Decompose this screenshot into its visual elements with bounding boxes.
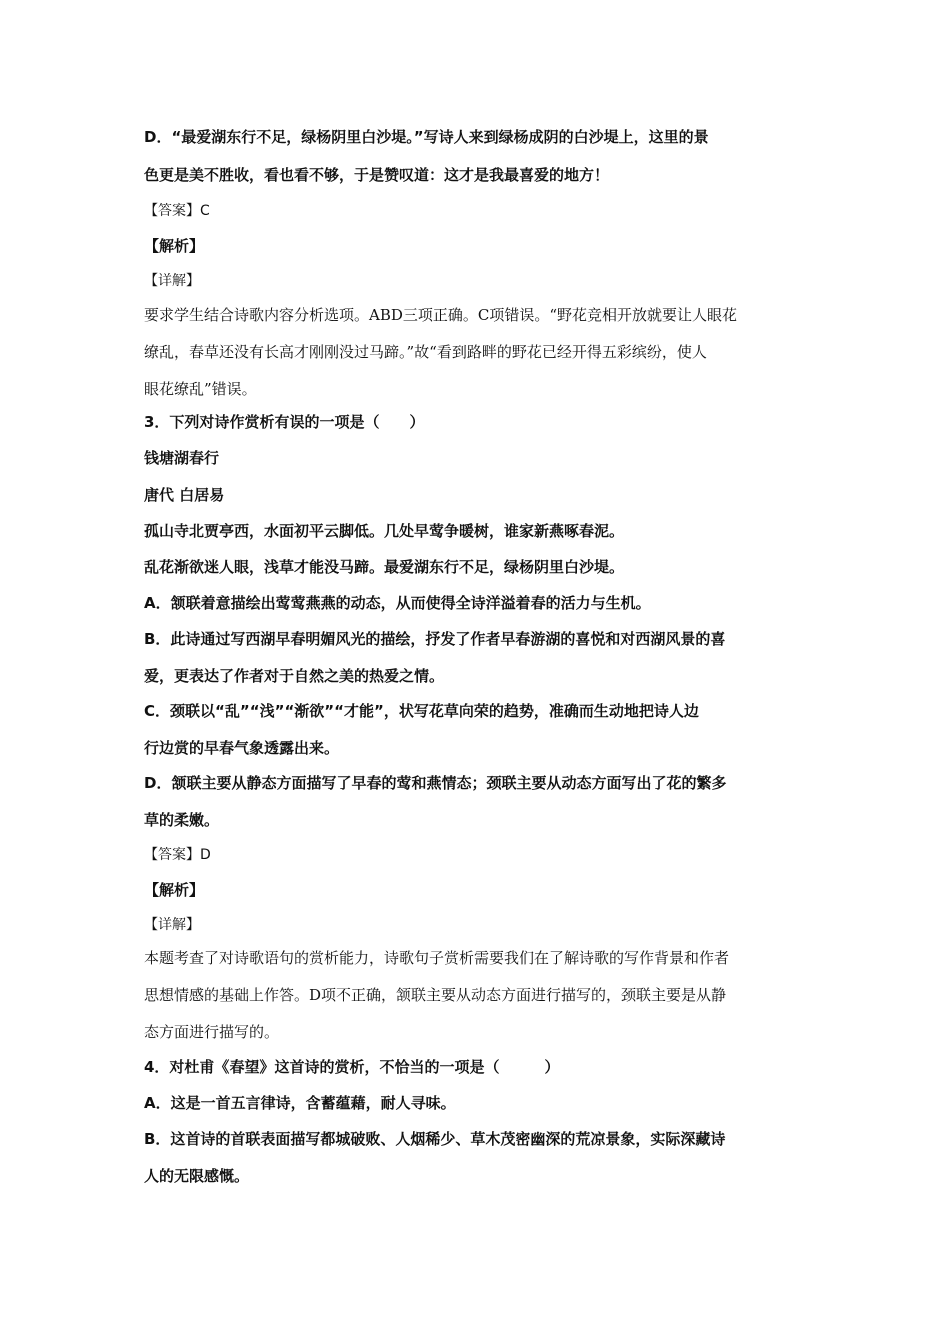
q2-option-d-line1: D．“最爱湖东行不足，绿杨阴里白沙堤。”写诗人来到绿杨成阴的白沙堤上，这里的景	[144, 128, 709, 146]
q2-detail-line3: 眼花缭乱”错误。	[144, 380, 257, 398]
q2-detail-line1: 要求学生结合诗歌内容分析选项。ABD三项正确。C项错误。“野花竞相开放就要让人眼花	[144, 306, 738, 324]
q2-detail-line2: 缭乱，春草还没有长高才刚刚没过马蹄。”故“看到路畔的野花已经开得五彩缤纷，使人	[144, 343, 707, 361]
q3-option-b-line1: B．此诗通过写西湖早春明媚风光的描绘，抒发了作者早春游湖的喜悦和对西湖风景的喜	[144, 630, 726, 648]
q3-option-b-line2: 爱，更表达了作者对于自然之美的热爱之情。	[144, 667, 445, 685]
q3-poem-line1: 孤山寺北贾亭西，水面初平云脚低。几处早莺争暖树，谁家新燕啄春泥。	[144, 522, 625, 540]
q3-option-c-line2: 行边赏的早春气象透露出来。	[144, 739, 340, 757]
q4-option-a: A．这是一首五言律诗，含蓄蕴藉，耐人寻味。	[144, 1094, 456, 1112]
q3-analysis-label: 【解析】	[144, 881, 205, 899]
q3-option-c-line1: C．颈联以“乱”“浅”“渐欲”“才能”，状写花草向荣的趋势，准确而生动地把诗人边	[144, 702, 699, 720]
q3-stem: 3．下列对诗作赏析有误的一项是（ ）	[144, 413, 425, 431]
q3-option-d-line1: D．颔联主要从静态方面描写了早春的莺和燕情态；颈联主要从动态方面写出了花的繁多	[144, 774, 727, 792]
q2-analysis-label: 【解析】	[144, 237, 205, 255]
q2-answer: 【答案】C	[144, 203, 210, 219]
q3-detail-line3: 态方面进行描写的。	[144, 1023, 280, 1041]
q4-stem: 4．对杜甫《春望》这首诗的赏析，不恰当的一项是（ ）	[144, 1058, 560, 1076]
q3-poem-line2: 乱花渐欲迷人眼，浅草才能没马蹄。最爱湖东行不足，绿杨阴里白沙堤。	[144, 558, 625, 576]
q3-poem-title: 钱塘湖春行	[144, 449, 220, 467]
q3-detail-label: 【详解】	[144, 917, 200, 933]
q2-detail-label: 【详解】	[144, 273, 200, 289]
q3-detail-line2: 思想情感的基础上作答。D项不正确，颔联主要从动态方面进行描写的，颈联主要是从静	[144, 986, 727, 1004]
q3-option-a: A．颔联着意描绘出莺莺燕燕的动态，从而使得全诗洋溢着春的活力与生机。	[144, 594, 651, 612]
q3-answer: 【答案】D	[144, 847, 211, 863]
q4-option-b-line1: B．这首诗的首联表面描写都城破败、人烟稀少、草木茂密幽深的荒凉景象，实际深藏诗	[144, 1130, 726, 1148]
q3-option-d-line2: 草的柔嫩。	[144, 811, 220, 829]
q3-poem-author: 唐代 白居易	[144, 486, 225, 504]
q3-detail-line1: 本题考查了对诗歌语句的赏析能力，诗歌句子赏析需要我们在了解诗歌的写作背景和作者	[144, 949, 730, 967]
q4-option-b-line2: 人的无限感慨。	[144, 1167, 250, 1185]
q2-option-d-line2: 色更是美不胜收，看也看不够，于是赞叹道：这才是我最喜爱的地方！	[144, 166, 610, 184]
